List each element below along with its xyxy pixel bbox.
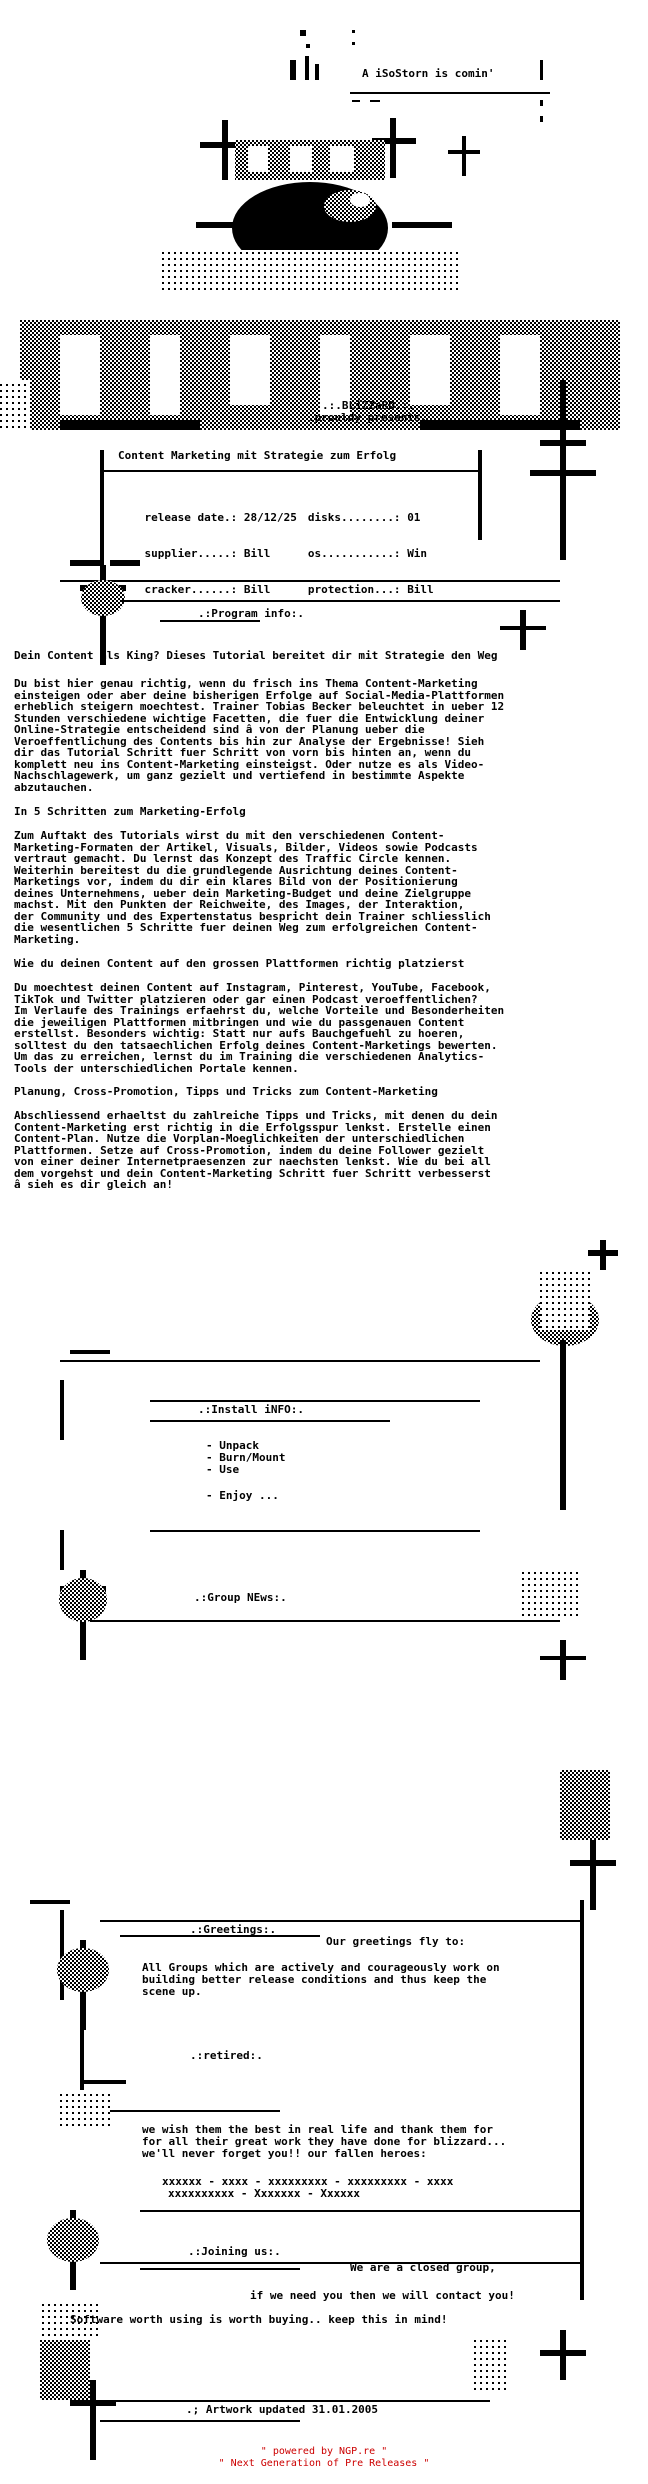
footer-tagline: " Next Generation of Pre Releases " (218, 2458, 430, 2469)
presenter-line-1: .:.BLiZZaRD.:. (322, 399, 415, 412)
install-step: - Burn/Mount (206, 1451, 286, 1464)
release-detail-row: release date.: 28/12/25 disks........: 01 (144, 511, 421, 524)
description-paragraph-3: Du moechtest deinen Content auf Instagram, Pinterest, YouTube, Facebook, TikTok und Twitter platzieren oder gar einen Podcast veroeffentlichen? Im Verlaufe des Trainings erfaehrst du, welche Vorteile und Besonderheiten die jeweiligen Plattformen mitbringen und wie du passgenauen Content erstellst. Besonders wichtig: Statt nur aufs Bauchgefuehl zu hoeren, solltest du den tatsaechlichen Erfolg deines Content-Marketings bewerten. Um das zu erreichen, lernst du im Training die verschiedenen Analytics- Tools der unterschiedlichen Portale kennen. (14, 981, 505, 1075)
retired-label: .:retired:. (190, 2049, 263, 2062)
program-info-label: .:Program info:. (198, 607, 304, 620)
install-steps (206, 1440, 285, 1476)
group-news-label: .:Group NEws:. (194, 1591, 287, 1604)
fallen-heroes-names-2: xxxxxxxxxx - Xxxxxxx - Xxxxxx (168, 2187, 361, 2200)
greetings-text: All Groups which are actively and courageously work on building better release conditions and thus keep the scene up. (142, 1961, 500, 1998)
release-detail-row: supplier.....: Bill os...........: Win (144, 547, 428, 560)
artwork-updated-line: .; Artwork updated 31.01.2005 (186, 2403, 379, 2416)
joining-line-2: if we need you then we will contact you! (250, 2289, 515, 2302)
release-title: Content Marketing mit Strategie zum Erfolg (118, 449, 397, 462)
greetings-label: .:Greetings:. (190, 1923, 277, 1936)
artwork-footer-art (40, 2330, 586, 2460)
release-detail-row: cracker......: Bill protection...: Bill (144, 583, 434, 596)
greetings-intro: Our greetings fly to: (326, 1935, 466, 1948)
joining-slogan: Software worth using is worth buying.. keep this in mind! (70, 2313, 448, 2326)
sphere-art (160, 182, 460, 290)
footer-powered-by: " powered by NGP.re " (260, 2446, 388, 2457)
install-news-art (59, 1240, 618, 1680)
presenter-line-2: .prouldy presents. (308, 411, 428, 424)
install-enjoy: - Enjoy ... (206, 1489, 279, 1502)
retired-text: we wish them the best in real life and thank them for for all their great work they have done for blizzard... we'll never forget you!! our fallen heroes: (142, 2123, 507, 2160)
joining-line-1: We are a closed group, (350, 2261, 496, 2274)
greetings-art (30, 1770, 616, 2340)
joining-label: .:Joining us:. (188, 2245, 281, 2258)
description-paragraph-2: Zum Auftakt des Tutorials wirst du mit den verschiedenen Content- Marketing-Formaten der Artikel, Visuals, Bilder, Videos sowie Podcasts vertraut gemacht. Du lernst das Konzept des Traffic Circle kennen. Weiterhin bereitest du die grundlegende Ausrichtung deines Content- Marketings vor, indem du dir ein klares Bild von der Positionierung deines Unternehmens, ueber dein Marketing-Budget und deine Zielgruppe machst. Mit den Punkten der Reichweite, des Images, der Interaktion, der Community und des Expertenstatus bespricht dein Trainer schliesslich die wesentlichen 5 Schritte fuer deinen Weg zum erfolgreichen Content- Marketing. (14, 829, 491, 946)
description-heading-3: Wie du deinen Content auf den grossen Plattformen richtig platzierst (14, 957, 465, 970)
storm-line: A iSoStorn is comin' (362, 67, 495, 80)
install-step: - Unpack (206, 1439, 259, 1452)
description-paragraph-4: Abschliessend erhaeltst du zahlreiche Tipps und Tricks, mit denen du dein Content-Marketing erst richtig in die Erfolgsspur lenkst. Erstelle einen Content-Plan. Nutze die Vorplan-Moeglichkeiten der unterschiedlichen Plattformen. Setze auf Cross-Promotion, indem du deine Follower gezielt von einer deiner Internetpraesenzen zur naechsten lenkst. Wie du bei all dem vorgehst und dein Content-Marketing Schritt fuer Schritt verbesserst â sieh es dir gleich an! (14, 1109, 498, 1191)
release-details (118, 500, 434, 608)
install-info-label: .:Install iNFO:. (198, 1403, 304, 1416)
description-paragraph-1: Du bist hier genau richtig, wenn du frisch ins Thema Content-Marketing einsteigen oder aber deine bisherigen Erfolge auf Social-Media-Plattformen erheblich steigern moechtest. Trainer Tobias Becker beleuchtet in ueber 12 Stunden verschiedene wichtige Facetten, die fuer die Entwicklung deiner Online-Strategie entscheidend sind â von der Planung ueber die Veroeffentlichung des Contents bis hin zur Analyse der Ergebnisse! Sieh dir das Tutorial Schritt fuer Schritt von vorn bis hinten an, wenn du komplett neu ins Content-Marketing einsteigst. Oder nutze es als Video- Nachschlagewerk, um ganz gezielt und vertiefend in bestimmte Aspekte abzutauchen. (14, 677, 505, 794)
fallen-heroes-names-1: xxxxxx - xxxx - xxxxxxxxx - xxxxxxxxx - xxxx (162, 2175, 454, 2188)
description-heading-2: In 5 Schritten zum Marketing-Erfolg (14, 805, 246, 818)
description-tagline: Dein Content als King? Dieses Tutorial bereitet dir mit Strategie den Weg (14, 649, 498, 662)
description-heading-4: Planung, Cross-Promotion, Tipps und Tricks zum Content-Marketing (14, 1085, 438, 1098)
install-step: - Use (206, 1463, 240, 1476)
